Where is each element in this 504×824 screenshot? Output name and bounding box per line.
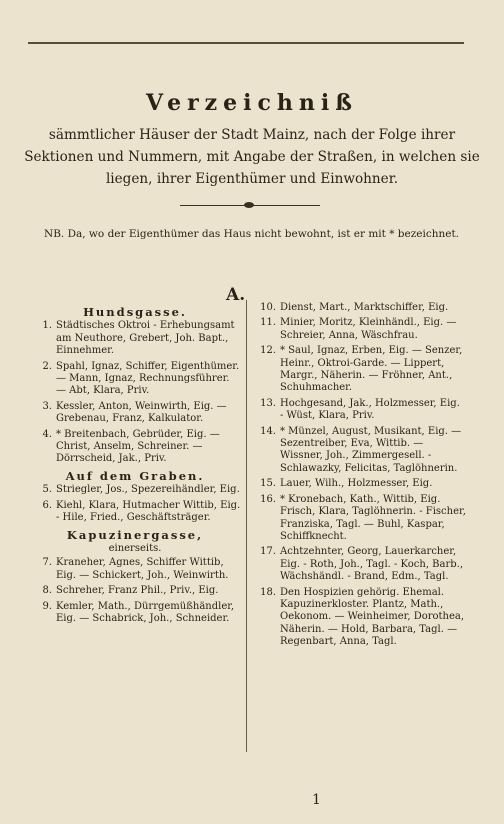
list-item: 10. Dienst, Mart., Marktschiffer, Eig.	[260, 302, 449, 313]
section-letter: A.	[226, 285, 246, 305]
list-item: 14. * Münzel, August, Musikant, Eig. — Sezentreiber, Eva, Wittib. — Wissner, Joh., Zimmergesell. - Schlawazky, Felicitas, Taglöhnerin.	[260, 425, 462, 474]
list-item: 9. Kemler, Math., Dürrgemüßhändler, Eig. — Schabrick, Joh., Schneider.	[42, 600, 235, 624]
list-item: 18. Den Hospizien gehörig. Ehemal. Kapuzinerkloster. Plantz, Math., Oekonom. — Weinheimer, Dorothea, Näherin. — Hold, Barbara, Tagl. — Regenbart, Anna, Tagl.	[260, 586, 465, 648]
list-item: 12. * Saul, Ignaz, Erben, Eig. — Senzer, Heinr., Oktroi-Garde. — Lippert, Margr., Näherin. — Fröhner, Ant., Schuhmacher.	[260, 345, 463, 394]
right-column	[252, 302, 466, 652]
list-item: 7. Kraneher, Agnes, Schiffer Wittib, Eig. — Schickert, Joh., Weinwirth.	[42, 557, 229, 581]
nota-bene: NB. Da, wo der Eigenthümer das Haus nicht bewohnt, ist er mit * bezeichnet.	[44, 228, 460, 240]
list-item: 13. Hochgesand, Jak., Holzmesser, Eig. - Wüst, Klara, Priv.	[260, 397, 460, 422]
left-column	[28, 302, 242, 628]
street-heading: Hundsgasse.	[83, 305, 187, 319]
list-item: 17. Achtzehnter, Georg, Lauerkarcher, Eig. - Roth, Joh., Tagl. - Koch, Barb., Wächshändl. - Brand, Edm., Tagl.	[260, 546, 464, 583]
ornament-divider	[180, 205, 320, 206]
list-item: 3. Kessler, Anton, Weinwirth, Eig. — Grebenau, Franz, Kalkulator.	[42, 400, 227, 425]
list-item: 4. * Breitenbach, Gebrüder, Eig. — Christ, Anselm, Schreiner. — Dörrscheid, Jak., Priv.	[42, 428, 220, 465]
list-item: 11. Minier, Moritz, Kleinhändl., Eig. — Schreier, Anna, Wäschfrau.	[260, 317, 457, 341]
street-heading: Auf dem Graben.	[65, 468, 205, 483]
column-divider	[246, 300, 247, 752]
top-rule	[28, 42, 464, 44]
list-item: 15. Lauer, Wilh., Holzmesser, Eig.	[260, 478, 433, 490]
page-title: Verzeichniß	[146, 90, 358, 116]
page-number: 1	[312, 792, 321, 808]
list-item: 8. Schreher, Franz Phil., Priv., Eig.	[42, 585, 219, 597]
page-subtitle: sämmtlicher Häuser der Stadt Mainz, nach der Folge ihrer Sektionen und Nummern, mit Angabe der Straßen, in welchen sie liegen, ihrer Eigenthümer und Einwohner.	[24, 127, 480, 187]
list-item: 5. Striegler, Jos., Spezereihändler, Eig.	[42, 484, 240, 496]
street-heading: Kapuzinergasse,	[66, 527, 204, 542]
street-subheading: einerseits.	[108, 542, 162, 554]
list-item: 16. * Kronebach, Kath., Wittib, Eig. Frisch, Klara, Taglöhnerin. - Fischer, Franziska, Tagl. — Buhl, Kaspar, Schiffknecht.	[260, 493, 466, 542]
list-item: 1. Städtisches Oktroi - Erhebungsamt am Neuthore, Grebert, Joh. Bapt., Einnehmer.	[42, 320, 235, 357]
list-item: 6. Kiehl, Klara, Hutmacher Wittib, Eig. - Hile, Fried., Geschäftsträger.	[42, 499, 241, 524]
list-item: 2. Spahl, Ignaz, Schiffer, Eigenthümer. — Mann, Ignaz, Rechnungsführer. — Abt, Klara, Priv.	[42, 360, 240, 397]
